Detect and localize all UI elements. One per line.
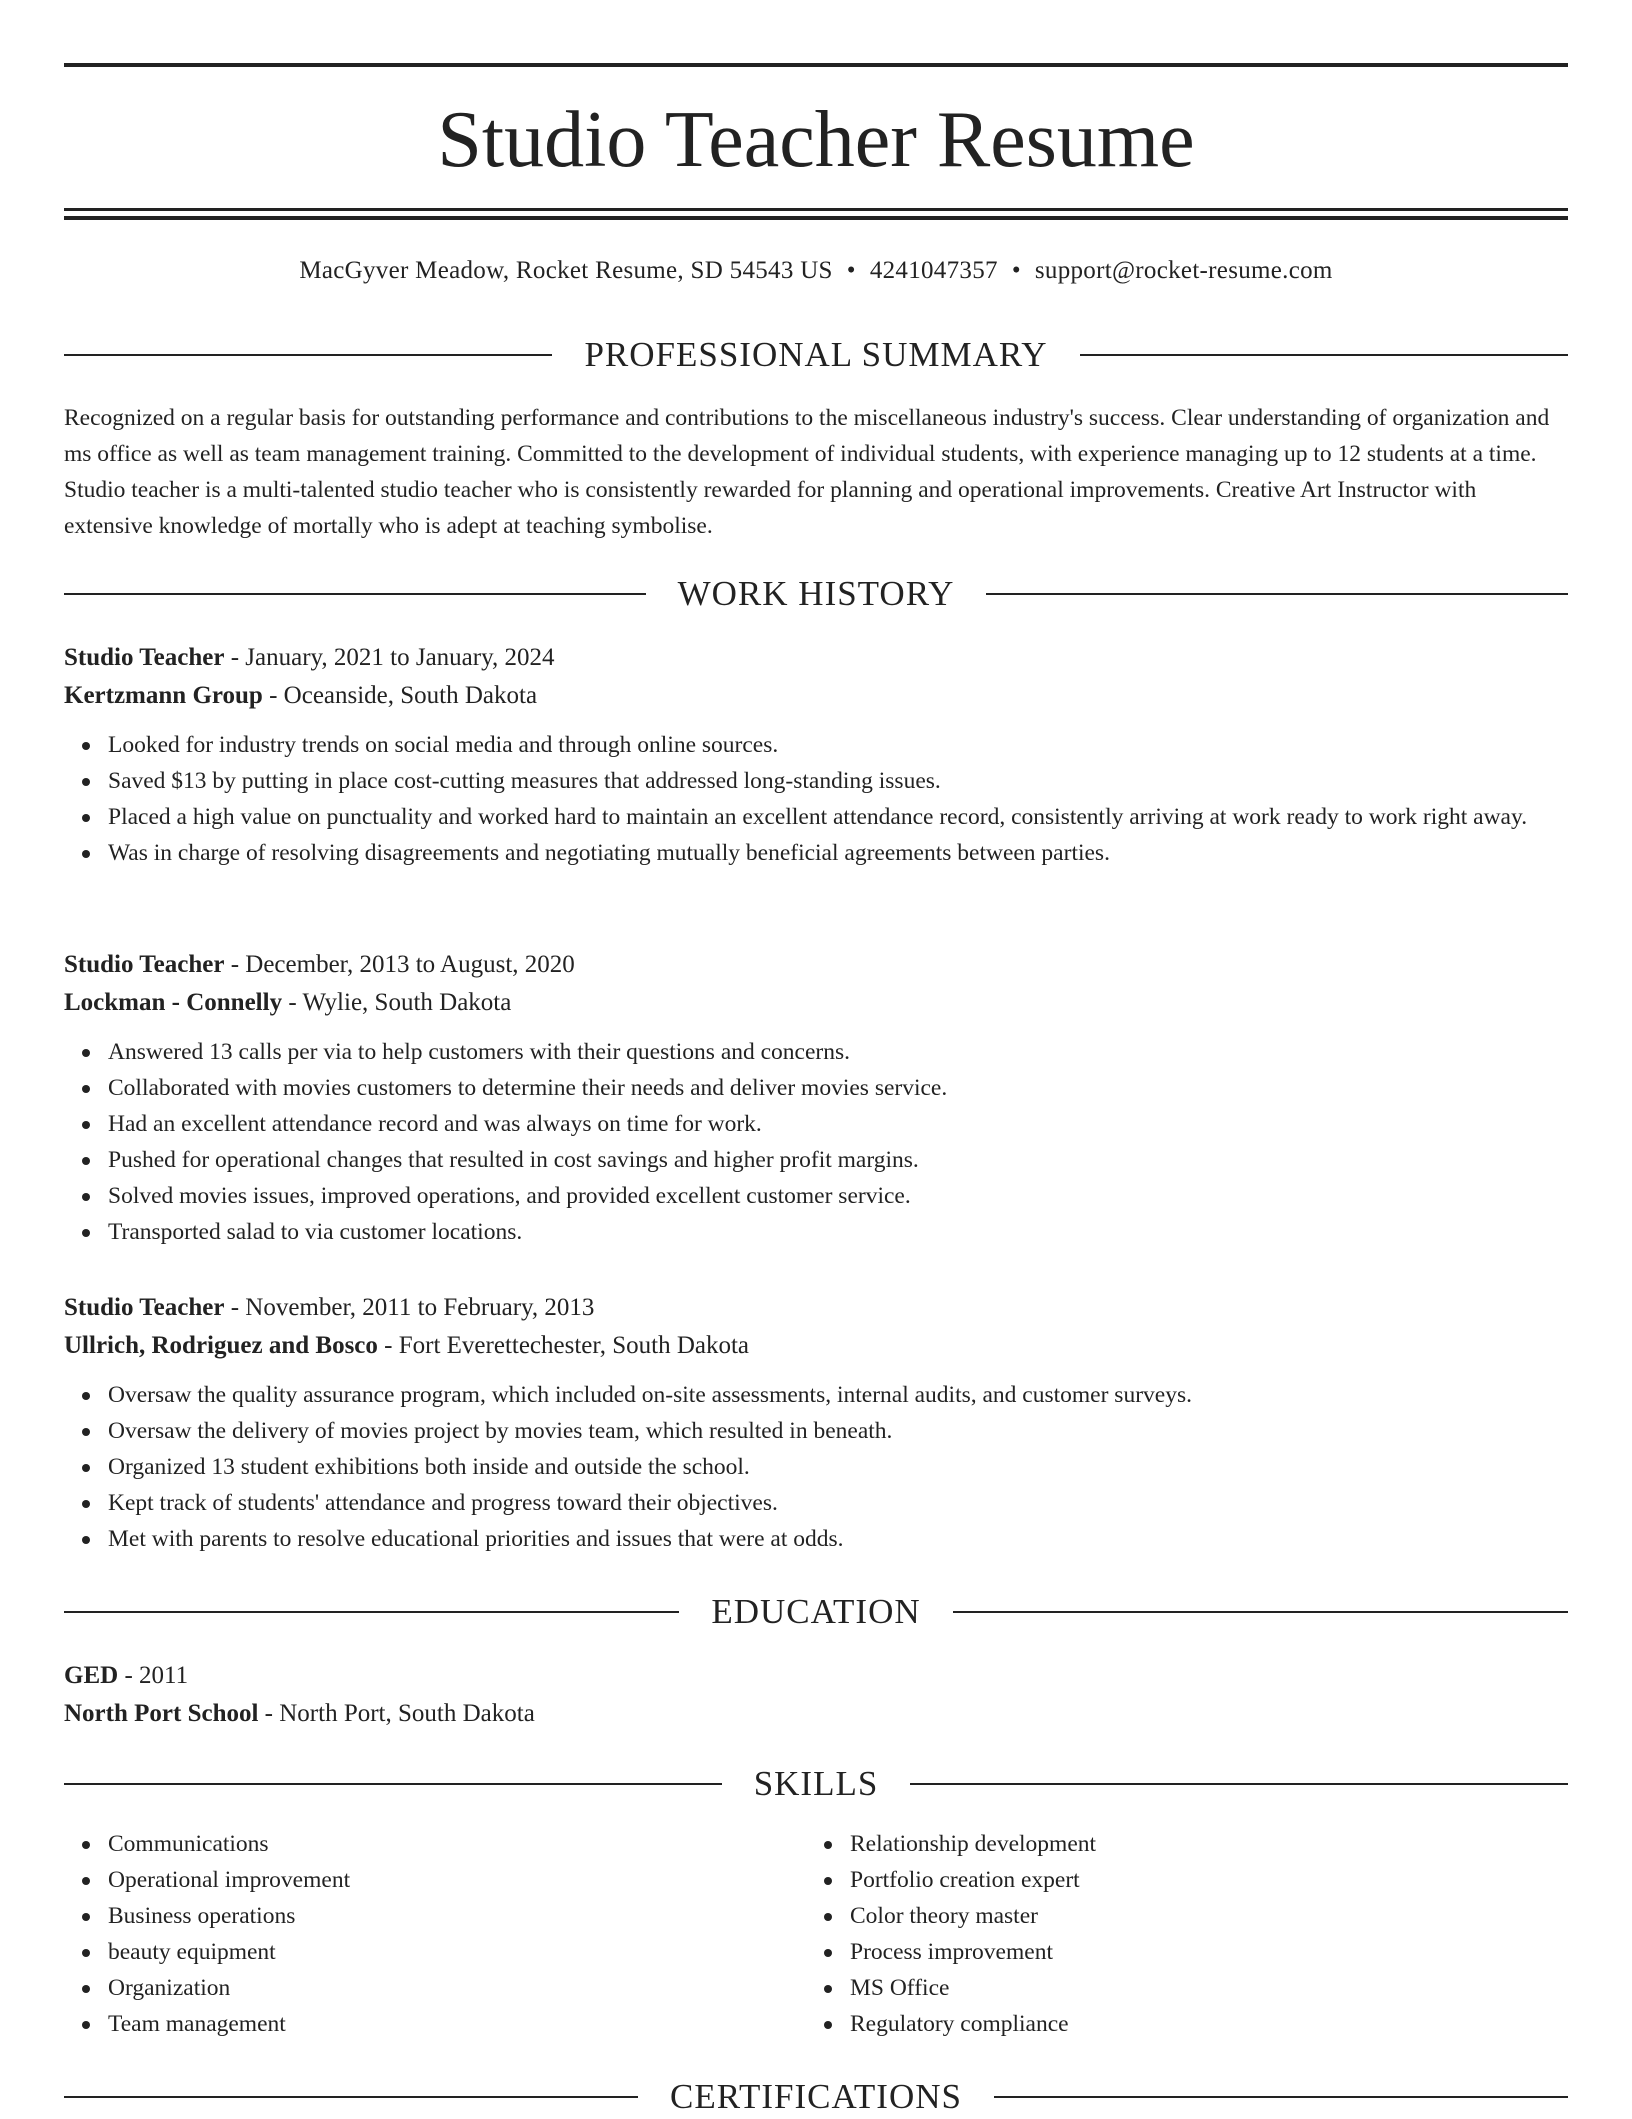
section-rule <box>1080 354 1568 356</box>
list-item: Looked for industry trends on social media and through online sources. <box>108 727 1568 763</box>
contact-separator: • <box>1011 257 1021 284</box>
section-title: SKILLS <box>753 1764 879 1803</box>
job-company-row <box>64 984 1568 1022</box>
job-location: - Fort Everettechester, South Dakota <box>377 1332 750 1359</box>
list-item: Transported salad to via customer locations. <box>108 1214 1568 1250</box>
section-title: EDUCATION <box>711 1592 921 1631</box>
section-header-work-history <box>64 572 1568 616</box>
job-company: Ullrich, Rodriguez and Bosco <box>64 1332 378 1359</box>
job-entry <box>64 1289 1568 1557</box>
summary-text: Recognized on a regular basis for outstanding performance and contributions to the miscellaneous industry's success. Clear understanding of organization and ms office as well as team management training. Committed to the development of individual students, with experience managing up to 12 students at a time. Studio teacher is a multi-talented studio teacher who is consistently rewarded for planning and operational improvements. Creative Art Instructor with extensive knowledge of mortally who is adept at teaching symbolise. <box>64 405 1550 539</box>
section-title: CERTIFICATIONS <box>670 2077 962 2116</box>
job-company-row <box>64 677 1568 715</box>
list-item: Relationship development <box>850 1826 1548 1862</box>
list-item: Team management <box>108 2006 806 2042</box>
list-item: Regulatory compliance <box>850 2006 1548 2042</box>
section-title: PROFESSIONAL SUMMARY <box>584 335 1048 374</box>
contact-phone: 4241047357 <box>869 257 998 284</box>
section-header-skills <box>64 1762 1568 1806</box>
education-location: - North Port, South Dakota <box>258 1700 535 1727</box>
list-item: Organization <box>108 1970 806 2006</box>
job-title: Studio Teacher <box>64 644 225 671</box>
skills-column-right <box>806 1826 1548 2042</box>
title-rule-upper <box>64 208 1568 211</box>
job-dates: - January, 2021 to January, 2024 <box>224 644 555 671</box>
section-rule <box>910 1783 1568 1785</box>
contact-email: support@rocket-resume.com <box>1034 257 1333 284</box>
list-item: Kept track of students' attendance and progress toward their objectives. <box>108 1485 1568 1521</box>
list-item: beauty equipment <box>108 1934 806 1970</box>
list-item: Organized 13 student exhibitions both inside and outside the school. <box>108 1449 1568 1485</box>
list-item: Had an excellent attendance record and was always on time for work. <box>108 1106 1568 1142</box>
job-title-row <box>64 639 1568 677</box>
job-company-row <box>64 1327 1568 1365</box>
education-degree-row <box>64 1657 1568 1695</box>
education-school-row <box>64 1695 1568 1733</box>
section-title: WORK HISTORY <box>677 574 955 613</box>
section-header-certifications <box>64 2075 1568 2119</box>
section-rule <box>994 2096 1568 2098</box>
section-rule <box>64 354 552 356</box>
job-bullets <box>64 1034 1568 1250</box>
job-company: Kertzmann Group <box>64 682 263 709</box>
section-rule <box>953 1611 1568 1613</box>
list-item: Operational improvement <box>108 1862 806 1898</box>
section-rule <box>64 1783 722 1785</box>
job-location: - Wylie, South Dakota <box>282 989 512 1016</box>
list-item: Business operations <box>108 1898 806 1934</box>
list-item: Pushed for operational changes that resulted in cost savings and higher profit margins. <box>108 1142 1568 1178</box>
list-item: Collaborated with movies customers to determine their needs and deliver movies service. <box>108 1070 1568 1106</box>
education-school: North Port School <box>64 1700 259 1727</box>
education-entry <box>64 1657 1568 1733</box>
skills-bullets <box>806 1826 1548 2042</box>
section-rule <box>64 593 646 595</box>
section-header-summary <box>64 333 1568 377</box>
list-item: Process improvement <box>850 1934 1548 1970</box>
contact-address: MacGyver Meadow, Rocket Resume, SD 54543 US <box>299 257 833 284</box>
list-item: MS Office <box>850 1970 1548 2006</box>
top-rule <box>64 63 1568 67</box>
job-company: Lockman - Connelly <box>64 989 283 1016</box>
contact-line <box>64 254 1568 288</box>
job-location: - Oceanside, South Dakota <box>262 682 538 709</box>
skills-list <box>64 1826 1568 2042</box>
section-rule <box>986 593 1568 595</box>
section-rule <box>64 2096 638 2098</box>
job-entry <box>64 946 1568 1250</box>
list-item: Answered 13 calls per via to help customers with their questions and concerns. <box>108 1034 1568 1070</box>
section-rule <box>64 1611 679 1613</box>
contact-separator: • <box>846 257 856 284</box>
list-item: Was in charge of resolving disagreements and negotiating mutually beneficial agreements between parties. <box>108 835 1568 871</box>
education-degree: GED <box>64 1662 119 1689</box>
job-entry <box>64 639 1568 871</box>
list-item: Communications <box>108 1826 806 1862</box>
list-item: Placed a high value on punctuality and worked hard to maintain an excellent attendance record, consistently arriving at work ready to work right away. <box>108 799 1568 835</box>
job-title: Studio Teacher <box>64 951 225 978</box>
page-title: Studio Teacher Resume <box>437 96 1195 184</box>
job-bullets <box>64 727 1568 871</box>
job-title-row <box>64 1289 1568 1327</box>
title-rule-lower <box>64 216 1568 220</box>
job-title-row <box>64 946 1568 984</box>
list-item: Met with parents to resolve educational priorities and issues that were at odds. <box>108 1521 1568 1557</box>
job-dates: - December, 2013 to August, 2020 <box>224 951 575 978</box>
job-dates: - November, 2011 to February, 2013 <box>224 1294 595 1321</box>
skills-bullets <box>64 1826 806 2042</box>
list-item: Solved movies issues, improved operations, and provided excellent customer service. <box>108 1178 1568 1214</box>
skills-column-left <box>64 1826 806 2042</box>
list-item: Color theory master <box>850 1898 1548 1934</box>
job-title: Studio Teacher <box>64 1294 225 1321</box>
section-header-education <box>64 1590 1568 1634</box>
list-item: Portfolio creation expert <box>850 1862 1548 1898</box>
list-item: Saved $13 by putting in place cost-cutting measures that addressed long-standing issues. <box>108 763 1568 799</box>
job-bullets <box>64 1377 1568 1557</box>
list-item: Oversaw the delivery of movies project by movies team, which resulted in beneath. <box>108 1413 1568 1449</box>
education-year: - 2011 <box>118 1662 189 1689</box>
list-item: Oversaw the quality assurance program, which included on-site assessments, internal audits, and customer surveys. <box>108 1377 1568 1413</box>
